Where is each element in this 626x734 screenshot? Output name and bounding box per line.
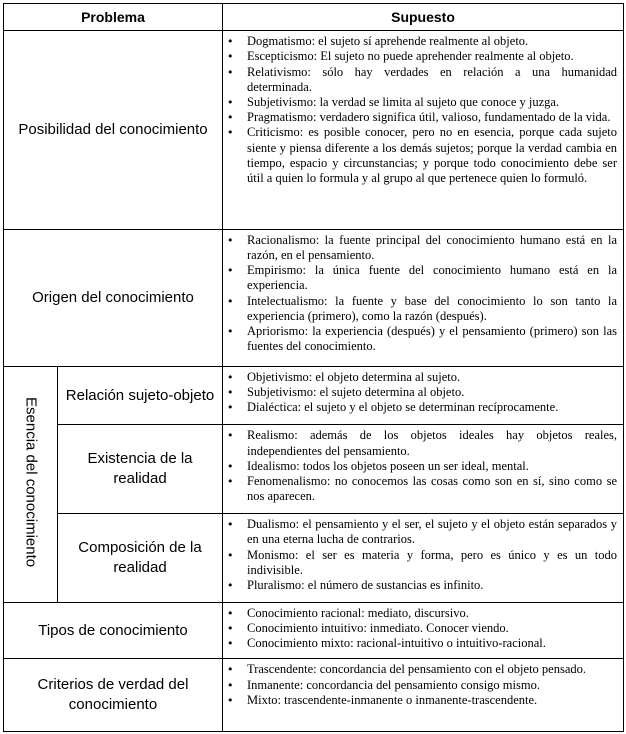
bullet-item: • Objetivismo: el objeto determina al sujeto. bbox=[225, 370, 617, 385]
problema-existencia: Existencia de la realidad bbox=[58, 425, 223, 514]
row-composicion bbox=[4, 514, 624, 603]
header-supuesto: Supuesto bbox=[223, 4, 624, 31]
supuesto-composicion bbox=[223, 514, 624, 603]
bullet-item: • Dialéctica: el sujeto y el objeto se determinan recíprocamente. bbox=[225, 400, 617, 415]
bullet-list bbox=[225, 34, 617, 186]
problema-composicion: Composición de la realidad bbox=[58, 514, 223, 603]
problema-criterios: Criterios de verdad del conocimiento bbox=[4, 659, 223, 732]
bullet-item: • Conocimiento intuitivo: inmediato. Conocer viendo. bbox=[225, 621, 617, 636]
bullet-item: • Subjetivismo: la verdad se limita al sujeto que conoce y juzga. bbox=[225, 95, 617, 110]
row-criterios bbox=[4, 659, 624, 732]
row-origen bbox=[4, 229, 624, 366]
bullet-list bbox=[225, 428, 617, 504]
bullet-item: • Monismo: el ser es materia y forma, pero es único y es un todo indivisible. bbox=[225, 548, 617, 578]
bullet-item: • Inmanente: concordancia del pensamiento consigo mismo. bbox=[225, 678, 617, 693]
bullet-item: • Conocimiento mixto: racional-intuitivo o intuitivo-racional. bbox=[225, 636, 617, 651]
knowledge-table bbox=[3, 3, 624, 732]
bullet-list bbox=[225, 517, 617, 593]
supuesto-relacion bbox=[223, 366, 624, 424]
bullet-item: • Trascendente: concordancia del pensamiento con el objeto pensado. bbox=[225, 662, 617, 677]
supuesto-posibilidad bbox=[223, 31, 624, 230]
header-problema: Problema bbox=[4, 4, 223, 31]
header-row bbox=[4, 4, 624, 31]
problema-tipos: Tipos de conocimiento bbox=[4, 602, 223, 658]
bullet-item: • Pluralismo: el número de sustancias es infinito. bbox=[225, 578, 617, 593]
bullet-item: • Relativismo: sólo hay verdades en relación a una humanidad determinada. bbox=[225, 65, 617, 95]
supuesto-tipos bbox=[223, 602, 624, 658]
bullet-item: • Pragmatismo: verdadero significa útil, valioso, fundamentado de la vida. bbox=[225, 110, 617, 125]
problema-esencia bbox=[4, 366, 58, 602]
bullet-list bbox=[225, 606, 617, 652]
bullet-list bbox=[225, 233, 617, 355]
bullet-item: • Mixto: trascendente-inmanente o inmanente-trascendente. bbox=[225, 693, 617, 708]
row-relacion bbox=[4, 366, 624, 424]
bullet-item: • Intelectualismo: la fuente y base del conocimiento lo son tanto la experiencia (primero), como la razón (después). bbox=[225, 294, 617, 324]
bullet-item: • Idealismo: todos los objetos poseen un ser ideal, mental. bbox=[225, 459, 617, 474]
bullet-item: • Apriorismo: la experiencia (después) y el pensamiento (primero) son las fuentes del conocimiento. bbox=[225, 324, 617, 354]
problema-posibilidad: Posibilidad del conocimiento bbox=[4, 31, 223, 230]
bullet-item: • Realismo: además de los objetos ideales hay objetos reales, independientes del pensamiento. bbox=[225, 428, 617, 458]
row-tipos bbox=[4, 602, 624, 658]
bullet-item: • Dualismo: el pensamiento y el ser, el sujeto y el objeto están separados y en una eterna lucha de contrarios. bbox=[225, 517, 617, 547]
bullet-list bbox=[225, 662, 617, 708]
bullet-item: • Escepticismo: El sujeto no puede aprehender realmente al objeto. bbox=[225, 49, 617, 64]
bullet-item: • Empirismo: la única fuente del conocimiento humano está en la experiencia. bbox=[225, 263, 617, 293]
bullet-item: • Fenomenalismo: no conocemos las cosas como son en sí, sino como se nos aparecen. bbox=[225, 474, 617, 504]
bullet-item: • Conocimiento racional: mediato, discursivo. bbox=[225, 606, 617, 621]
row-posibilidad bbox=[4, 31, 624, 230]
row-existencia bbox=[4, 425, 624, 514]
problema-relacion: Relación sujeto-objeto bbox=[58, 366, 223, 424]
bullet-list bbox=[225, 370, 617, 416]
supuesto-origen bbox=[223, 229, 624, 366]
supuesto-existencia bbox=[223, 425, 624, 514]
bullet-item: • Dogmatismo: el sujeto sí aprehende realmente al objeto. bbox=[225, 34, 617, 49]
esencia-vertical-label: Esencia del conocimiento bbox=[22, 397, 40, 568]
bullet-item: • Racionalismo: la fuente principal del conocimiento humano está en la razón, en el pensamiento. bbox=[225, 233, 617, 263]
bullet-item: • Criticismo: es posible conocer, pero no en esencia, porque cada sujeto siente y piensa diferente a los demás sujetos; porque la verdad cambia en tiempo, espacio y circunstancias; y porque todo conocimiento debe ser útil a quien lo formula y al grupo al que pertenece quien lo formuló. bbox=[225, 125, 617, 186]
problema-origen: Origen del conocimiento bbox=[4, 229, 223, 366]
bullet-item: • Subjetivismo: el sujeto determina al objeto. bbox=[225, 385, 617, 400]
supuesto-criterios bbox=[223, 659, 624, 732]
